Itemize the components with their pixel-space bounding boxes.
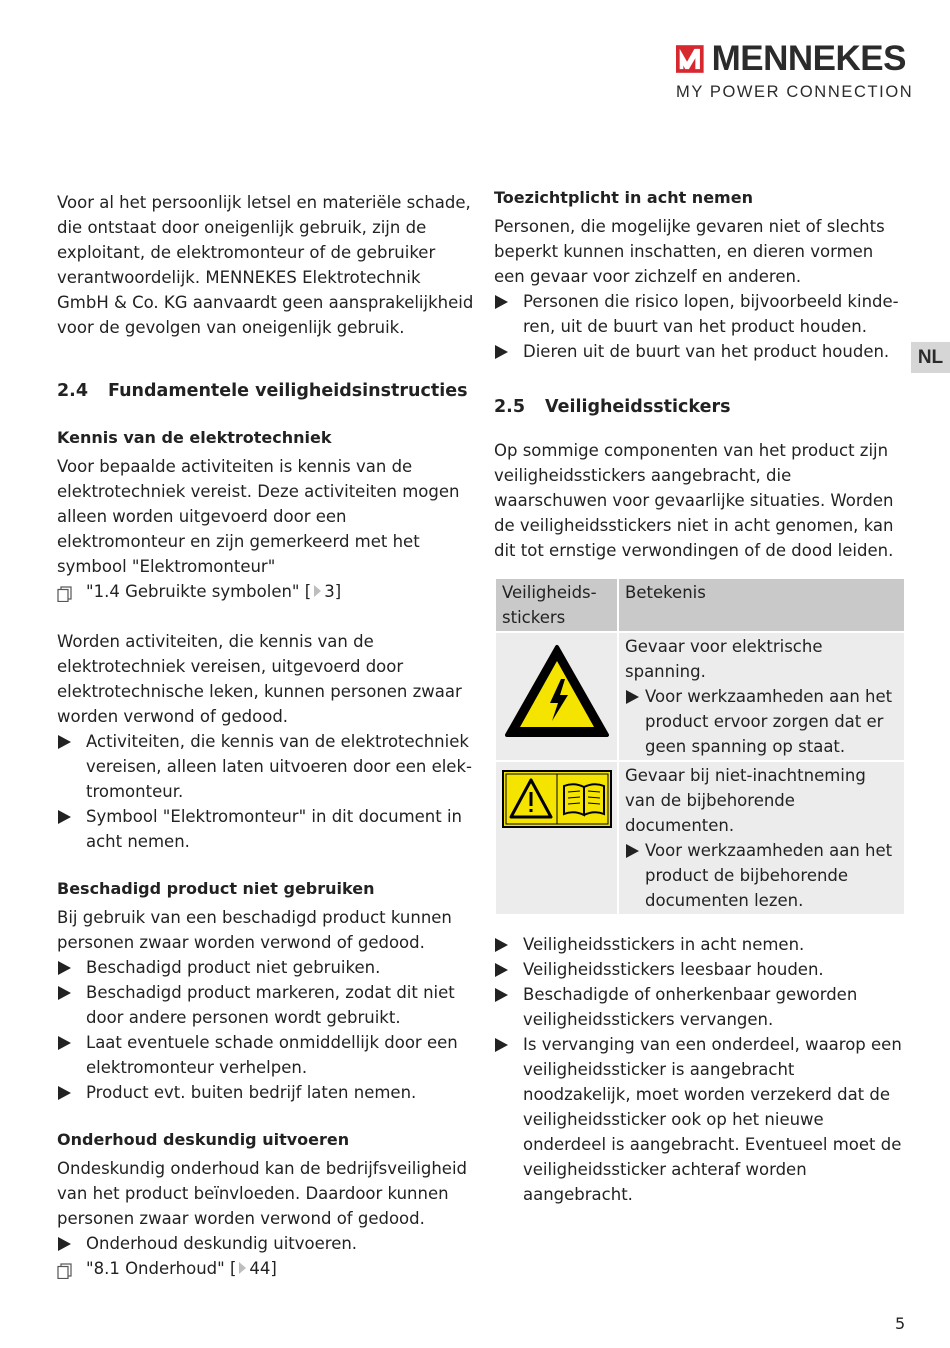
section-number: 2.4 bbox=[57, 381, 89, 401]
table-row bbox=[495, 761, 905, 915]
bullet-arrow-icon bbox=[57, 804, 86, 854]
list-item: Beschadigde of onherkenbaar geworden veiligheidsstickers vervangen. bbox=[494, 982, 906, 1032]
intro-paragraph: Voor al het persoonlijk letsel en materiële schade, die ontstaat door oneigenlijk gebruik, zijn de exploitant, de elektromonteur of de gebruiker verantwoordelijk. MENNEKES Elektrotechnik GmbH & Co. KG aanvaardt geen aansprakelijkheid voor de gevolgen van oneigenlijk gebruik. bbox=[57, 193, 474, 337]
bullet-arrow-icon bbox=[625, 838, 645, 913]
bullet-arrow-icon bbox=[57, 729, 86, 804]
language-tab[interactable]: NL bbox=[911, 342, 950, 373]
list-item: Veiligheidsstickers leesbaar houden. bbox=[494, 957, 906, 982]
document-reference-icon bbox=[57, 1256, 86, 1286]
subheading-kennis: Kennis van de elektrotechniek bbox=[57, 428, 332, 447]
bullet-arrow-icon bbox=[494, 982, 523, 1032]
list-item: Dieren uit de buurt van het product houden. bbox=[494, 339, 906, 364]
bullet-arrow-icon bbox=[494, 932, 523, 957]
sticker-cell bbox=[495, 632, 618, 761]
paragraph: Bij gebruik van een beschadigd product kunnen personen zwaar worden verwond of gedood. bbox=[57, 908, 452, 952]
meaning-text: Gevaar voor elektrische spanning. bbox=[625, 637, 823, 681]
list-item: Symbool "Elektromonteur" in dit document in acht nemen. bbox=[57, 804, 477, 854]
list-item: Activiteiten, die kennis van de elektrotechniek vereisen, alleen laten uitvoeren door een elektromonteur. bbox=[57, 729, 477, 804]
brand-tagline: MY POWER CONNECTION bbox=[676, 83, 914, 101]
cross-reference[interactable] bbox=[57, 579, 477, 609]
bullet-arrow-icon bbox=[494, 339, 523, 364]
list-item: Laat eventuele schade onmiddellijk door een elektromonteur verhelpen. bbox=[57, 1030, 477, 1080]
table-header-stickers: Veiligheidsstickers bbox=[495, 578, 618, 632]
bullet-arrow-icon bbox=[57, 955, 86, 980]
paragraph: Worden activiteiten, die kennis van de elektrotechniek vereisen, uitgevoerd door elektrotechnische leken, kunnen personen zwaar worden verwond of gedood. bbox=[57, 632, 462, 726]
meaning-cell bbox=[618, 761, 905, 915]
list-item: Personen die risico lopen, bijvoorbeeld kinderen, uit de buurt van het product houden. bbox=[494, 289, 906, 339]
bullet-arrow-icon bbox=[57, 980, 86, 1030]
paragraph: Op sommige componenten van het product zijn veiligheidsstickers aangebracht, die waarschuwen voor gevaarlijke situaties. Worden de veiligheidsstickers niet in acht genomen, kan dit tot ernstige verwondingen of de dood leiden. bbox=[494, 441, 894, 560]
meaning-bullet: Voor werkzaamheden aan het product de bijbehorende documenten lezen. bbox=[625, 838, 898, 913]
mennekes-logo-icon bbox=[676, 44, 704, 74]
list-item: Beschadigd product markeren, zodat dit niet door andere personen wordt gebruikt. bbox=[57, 980, 477, 1030]
list-item: Veiligheidsstickers in acht nemen. bbox=[494, 932, 906, 957]
left-column bbox=[57, 190, 477, 1286]
brand-logo bbox=[676, 39, 914, 102]
table-row bbox=[495, 632, 905, 761]
right-column bbox=[494, 186, 906, 1207]
list-item: Beschadigd product niet gebruiken. bbox=[57, 955, 477, 980]
list-item: Is vervanging van een onderdeel, waarop een veiligheidssticker is aangebracht noodzakelijk, moet worden verzekerd dat de veiligheidssticker ook op het nieuwe onderdeel is aangebracht. Eventueel moet de veiligheidssticker achteraf worden aangebracht. bbox=[494, 1032, 906, 1207]
bullet-arrow-icon bbox=[57, 1030, 86, 1080]
list-item: Product evt. buiten bedrijf laten nemen. bbox=[57, 1080, 477, 1105]
sticker-table bbox=[494, 577, 906, 916]
page-arrow-icon bbox=[314, 585, 321, 597]
page-arrow-icon bbox=[239, 1262, 246, 1274]
reference-text: "1.4 Gebruikte symbolen" [ bbox=[86, 582, 312, 601]
bullet-arrow-icon bbox=[494, 1032, 523, 1207]
paragraph: Personen, die mogelijke gevaren niet of slechts beperkt kunnen inschatten, en dieren vormen een gevaar voor zichzelf en anderen. bbox=[494, 217, 885, 286]
bullet-arrow-icon bbox=[57, 1231, 86, 1256]
section-heading bbox=[494, 395, 906, 419]
meaning-bullet: Voor werkzaamheden aan het product ervoor zorgen dat er geen spanning op staat. bbox=[625, 684, 898, 759]
reference-page: 3] bbox=[324, 582, 342, 601]
paragraph: Voor bepaalde activiteiten is kennis van de elektrotechniek vereist. Deze activiteiten mogen alleen worden uitgevoerd door een elektromonteur en zijn gemerkeerd met het symbool "Elektromonteur" bbox=[57, 457, 460, 576]
table-header-row bbox=[495, 578, 905, 632]
cross-reference[interactable] bbox=[57, 1256, 477, 1286]
high-voltage-warning-icon bbox=[503, 643, 611, 739]
table-header-meaning: Betekenis bbox=[618, 578, 905, 632]
section-heading bbox=[57, 379, 477, 403]
bullet-arrow-icon bbox=[625, 684, 645, 759]
read-documentation-warning-icon bbox=[502, 770, 612, 828]
bullet-arrow-icon bbox=[57, 1080, 86, 1105]
section-number: 2.5 bbox=[494, 397, 526, 417]
reference-text: "8.1 Onderhoud" [ bbox=[86, 1259, 237, 1278]
document-reference-icon bbox=[57, 579, 86, 609]
page-number: 5 bbox=[895, 1314, 906, 1333]
subheading-onderhoud: Onderhoud deskundig uitvoeren bbox=[57, 1130, 350, 1149]
bullet-arrow-icon bbox=[494, 289, 523, 339]
section-title: Veiligheidsstickers bbox=[545, 397, 731, 417]
bullet-arrow-icon bbox=[494, 957, 523, 982]
meaning-cell bbox=[618, 632, 905, 761]
section-title: Fundamentele veiligheidsinstructies bbox=[108, 381, 468, 401]
sticker-cell bbox=[495, 761, 618, 915]
paragraph: Ondeskundig onderhoud kan de bedrijfsveiligheid van het product beïnvloeden. Daardoor kunnen personen zwaar worden verwond of gedood. bbox=[57, 1159, 468, 1228]
subheading-toezicht: Toezichtplicht in acht nemen bbox=[494, 188, 753, 207]
meaning-text: Gevaar bij niet-inachtneming van de bijbehorende documenten. bbox=[625, 766, 866, 835]
reference-page: 44] bbox=[249, 1259, 277, 1278]
list-item: Onderhoud deskundig uitvoeren. bbox=[57, 1231, 477, 1256]
brand-name: MENNEKES bbox=[711, 39, 906, 78]
subheading-beschadigd: Beschadigd product niet gebruiken bbox=[57, 879, 375, 898]
